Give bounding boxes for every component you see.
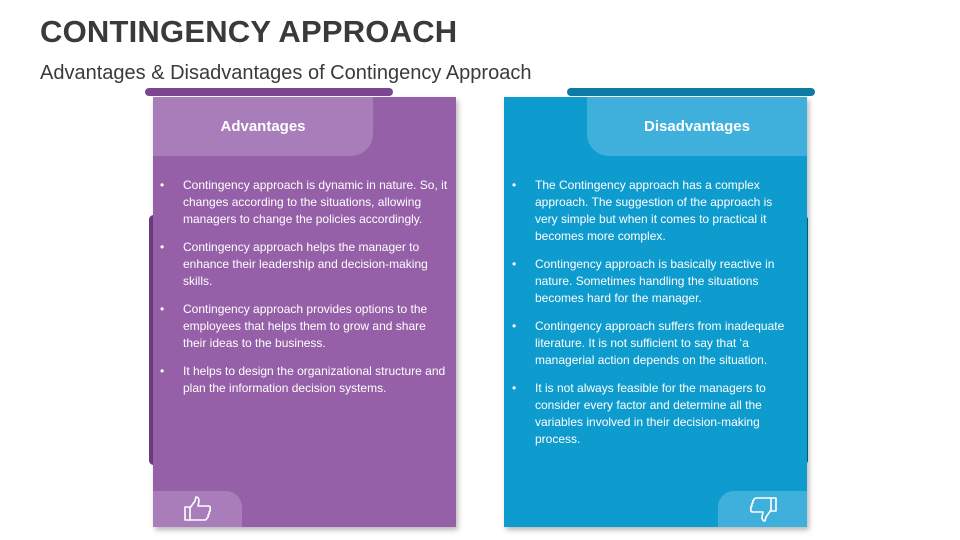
slide-title: CONTINGENCY APPROACH bbox=[40, 14, 458, 49]
list-item: • Contingency approach is dynamic in nature. So, it changes according to the situations, allowing managers to change the policies accordingly. bbox=[183, 177, 449, 228]
list-item: • It helps to design the organizational structure and plan the information decision systems. bbox=[183, 363, 449, 397]
list-item: • The Contingency approach has a complex approach. The suggestion of the approach is very simple but when it comes to practical it becomes more complex. bbox=[535, 177, 793, 245]
disadvantages-list bbox=[535, 177, 793, 459]
advantages-list bbox=[183, 177, 449, 408]
list-item: • Contingency approach suffers from inadequate literature. It is not sufficient to say that ‘a managerial action depends on the situation. bbox=[535, 318, 793, 369]
list-item: • It is not always feasible for the managers to consider every factor and determine all the variables involved in their decision-making process. bbox=[535, 380, 793, 448]
thumbs-down-icon bbox=[748, 495, 778, 523]
list-item: • Contingency approach helps the manager to enhance their leadership and decision-making skills. bbox=[183, 239, 449, 290]
slide-subtitle: Advantages & Disadvantages of Contingency Approach bbox=[40, 62, 532, 84]
advantages-icon-tab bbox=[153, 491, 242, 527]
list-item: • Contingency approach provides options to the employees that helps them to grow and share their ideas to the business. bbox=[183, 301, 449, 352]
disadvantages-heading: Disadvantages bbox=[644, 118, 750, 135]
advantages-header bbox=[153, 97, 373, 156]
thumbs-up-icon bbox=[183, 495, 213, 523]
disadvantages-card bbox=[504, 97, 807, 527]
list-item: • Contingency approach is basically reactive in nature. Sometimes handling the situations becomes hard for the manager. bbox=[535, 256, 793, 307]
advantages-heading: Advantages bbox=[220, 118, 306, 135]
disadvantages-header bbox=[587, 97, 807, 156]
disadvantages-icon-tab bbox=[718, 491, 807, 527]
advantages-top-accent-bar bbox=[145, 88, 393, 96]
advantages-card bbox=[153, 97, 456, 527]
disadvantages-top-accent-bar bbox=[567, 88, 815, 96]
